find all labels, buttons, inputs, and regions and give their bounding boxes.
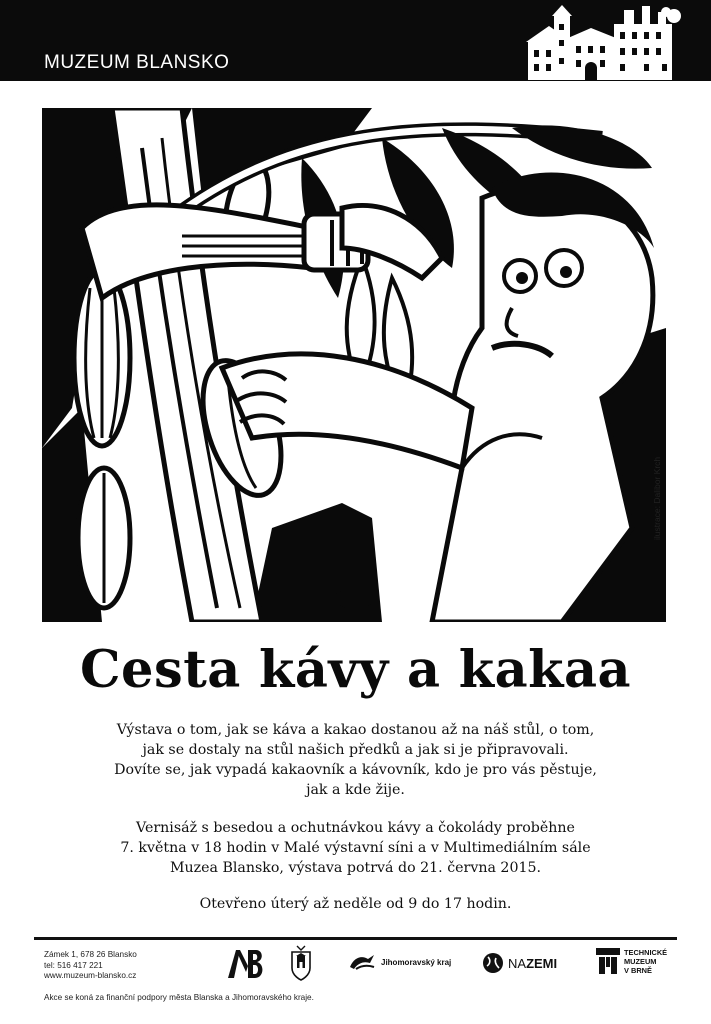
vernissage-line: Muzea Blansko, výstava potrvá do 21. června 2015.: [169, 860, 542, 876]
technicke-muzeum-logo: [596, 948, 667, 975]
vernissage-line: Vernisáž s besedou a ochutnávkou kávy a čokolády proběhne: [136, 820, 575, 836]
opening-hours-line: Otevřeno úterý až neděle od 9 do 17 hodin.: [199, 896, 512, 912]
jihomoravsky-kraj-label: Jihomoravský kraj: [381, 957, 452, 967]
nazemi-globe-icon: [482, 952, 504, 974]
nazemi-label-prefix: NA: [508, 955, 527, 971]
description-line: jak se dostaly na stůl našich předků a jak si je připravovali.: [142, 742, 569, 758]
nazemi-label: [508, 956, 557, 971]
museum-name: MUZEUM BLANSKO: [44, 52, 230, 73]
funding-note: Akce se koná za finanční podpory města Blanska a Jihomoravského kraje.: [44, 993, 314, 1002]
vernissage-line: 7. května v 18 hodin v Malé výstavní síni a v Multimediálním sále: [120, 840, 591, 856]
technicke-muzeum-label: [624, 948, 667, 975]
description-line: Dovíte se, jak vypadá kakaovník a kávovník, kdo je pro vás pěstuje,: [114, 762, 597, 778]
technicke-muzeum-emblem-icon: [596, 948, 620, 974]
technicke-muzeum-line: V BRNĚ: [624, 966, 652, 975]
museum-contact: [44, 950, 137, 982]
technicke-muzeum-line: TECHNICKÉ: [624, 948, 668, 957]
description-line: Výstava o tom, jak se káva a kakao dostanou až na náš stůl, o tom,: [116, 722, 595, 738]
contact-address: Zámek 1, 678 26 Blansko: [44, 950, 137, 959]
contact-website: www.muzeum-blansko.cz: [44, 971, 137, 980]
illustration-artwork: [42, 108, 666, 622]
blansko-coat-of-arms-icon: [288, 944, 314, 982]
technicke-muzeum-line: MUZEUM: [624, 957, 657, 966]
jihomoravsky-kraj-logo: [348, 950, 451, 974]
museum-header-bar: [0, 0, 711, 81]
description-line: jak a kde žije.: [306, 782, 405, 798]
cocoa-harvest-illustration: [42, 108, 666, 622]
exhibition-title: Cesta kávy a kakaa: [79, 640, 632, 700]
vernissage-info: [40, 818, 671, 878]
opening-hours: [40, 894, 671, 914]
exhibition-description: [40, 720, 671, 800]
muzeum-blansko-logo-icon: [226, 946, 266, 980]
nazemi-label-suffix: ZEMI: [526, 955, 558, 971]
nazemi-logo: [482, 950, 557, 976]
illustration-credit: ilustrace: Dalibor Krch: [652, 456, 662, 540]
footer-divider: [34, 937, 677, 940]
contact-phone: tel: 516 417 221: [44, 960, 103, 970]
castle-logo-icon: [524, 2, 684, 80]
jihomoravsky-kraj-emblem-icon: [348, 951, 376, 973]
